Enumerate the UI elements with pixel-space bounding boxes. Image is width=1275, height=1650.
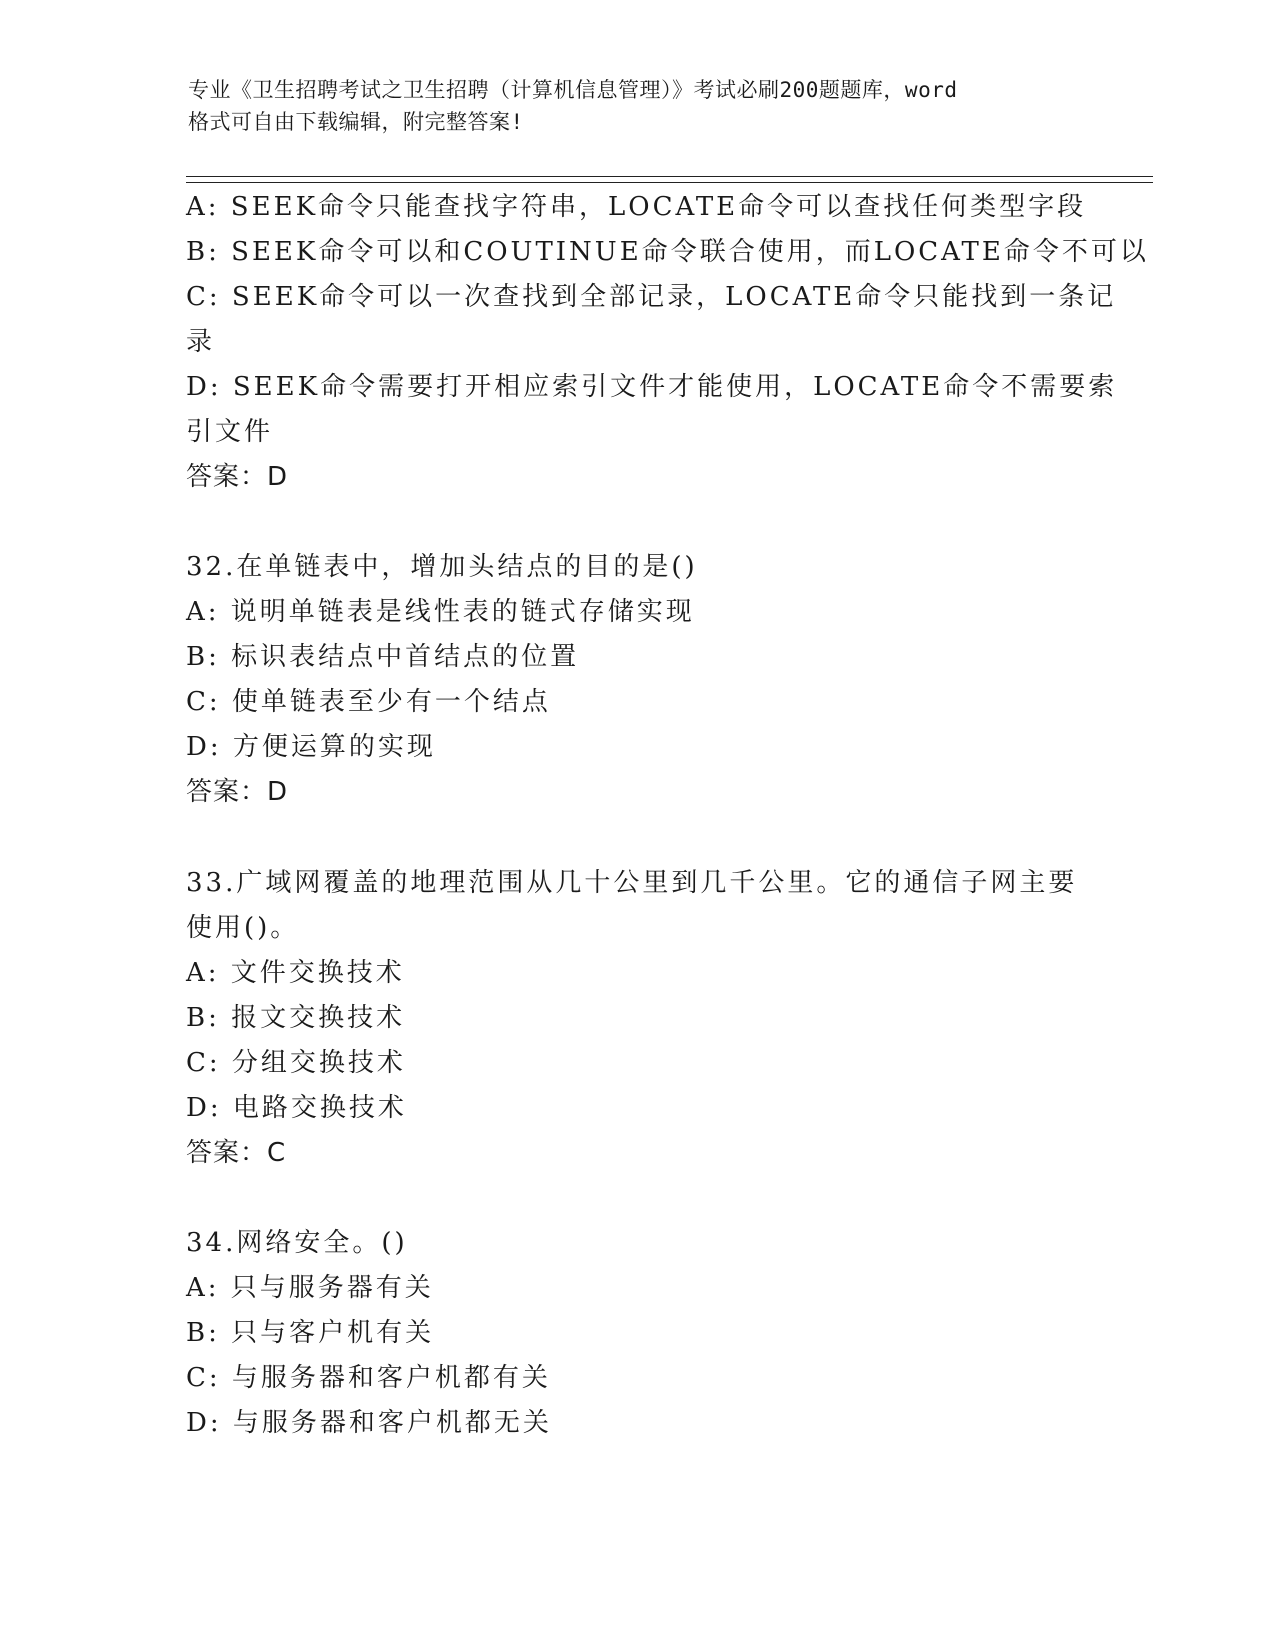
q31-option-d-cont: 引文件 xyxy=(186,417,274,447)
q32-answer: 答案：D xyxy=(186,777,289,807)
q32-option-a: A: 说明单链表是线性表的链式存储实现 xyxy=(186,597,695,627)
header-title-line-1: 专业《卫生招聘考试之卫生招聘（计算机信息管理）》考试必刷200题题库，word xyxy=(188,78,958,102)
q34-option-b: B: 只与客户机有关 xyxy=(186,1318,435,1348)
q31-option-d: D: SEEK命令需要打开相应索引文件才能使用，LOCATE命令不需要索 xyxy=(186,372,1118,402)
header-divider-top xyxy=(186,176,1153,177)
q31-option-a: A: SEEK命令只能查找字符串，LOCATE命令可以查找任何类型字段 xyxy=(186,192,1087,222)
document-header xyxy=(188,74,1088,138)
q34-option-d: D: 与服务器和客户机都无关 xyxy=(186,1408,552,1438)
q31-option-c-cont: 录 xyxy=(186,327,216,357)
q33-stem-cont: 使用()。 xyxy=(186,913,300,943)
header-title-line-2: 格式可自由下载编辑，附完整答案! xyxy=(188,110,524,134)
q33-answer: 答案：C xyxy=(186,1138,287,1168)
header-divider-bottom xyxy=(186,182,1153,183)
q33-option-d: D: 电路交换技术 xyxy=(186,1093,407,1123)
q34-option-c: C: 与服务器和客户机都有关 xyxy=(186,1363,551,1393)
q32-option-c: C: 使单链表至少有一个结点 xyxy=(186,687,551,717)
q32-option-d: D: 方便运算的实现 xyxy=(186,732,436,762)
q33-option-b: B: 报文交换技术 xyxy=(186,1003,406,1033)
q34-stem: 34.网络安全。() xyxy=(186,1228,408,1258)
q33-option-a: A: 文件交换技术 xyxy=(186,958,405,988)
q32-stem: 32.在单链表中，增加头结点的目的是() xyxy=(186,552,698,582)
q31-option-b: B: SEEK命令可以和COUTINUE命令联合使用，而LOCATE命令不可以 xyxy=(186,237,1149,267)
q33-option-c: C: 分组交换技术 xyxy=(186,1048,406,1078)
q33-stem: 33.广域网覆盖的地理范围从几十公里到几千公里。它的通信子网主要 xyxy=(186,868,1078,898)
q34-option-a: A: 只与服务器有关 xyxy=(186,1273,434,1303)
q32-option-b: B: 标识表结点中首结点的位置 xyxy=(186,642,580,672)
q31-answer: 答案：D xyxy=(186,462,289,492)
q31-option-c: C: SEEK命令可以一次查找到全部记录，LOCATE命令只能找到一条记 xyxy=(186,282,1117,312)
